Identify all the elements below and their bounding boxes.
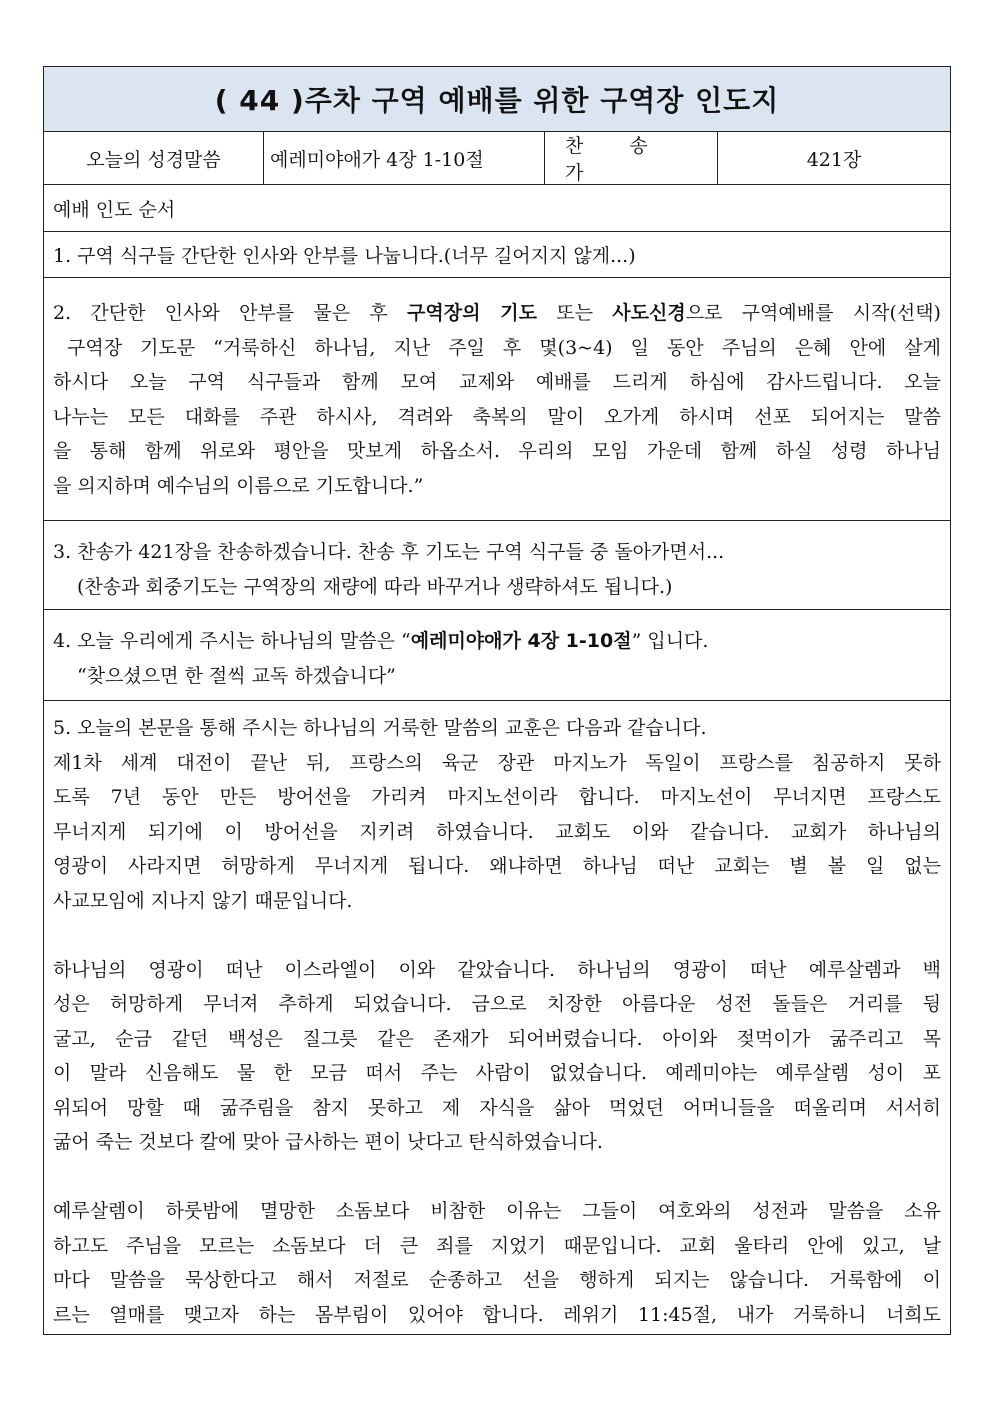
para-3-line: 르는 열매를 맺고자 하는 몸부림이 있어야 합니다. 레위기 11:45절, 내가 거룩하니 너희도 xyxy=(53,1303,941,1326)
scripture-label: 오늘의 성경말씀 xyxy=(44,132,264,184)
para-2-line: 굶어 죽는 것보다 칼에 맞아 급사하는 편이 낫다고 탄식하였습니다. xyxy=(53,1131,603,1153)
step-4 xyxy=(44,610,950,701)
step-5-intro: 5. 오늘의 본문을 통해 주시는 하나님의 거룩한 말씀의 교훈은 다음과 같습니다. xyxy=(53,717,707,739)
para-1-line: 제1차 세계 대전이 끝난 뒤, 프랑스의 육군 장관 마지노가 독일이 프랑스를 침공하지 못하 xyxy=(53,751,941,774)
step-4-line-2: “찾으셨으면 한 절씩 교독 하겠습니다” xyxy=(77,664,396,687)
step-2 xyxy=(44,278,950,521)
para-2-line: 굴고, 순금 같던 백성은 질그릇 같은 존재가 되어버렸습니다. 아이와 젖먹이가 굶주리고 목 xyxy=(53,1027,941,1050)
step-2-line: 구역장 기도문 “거룩하신 하나님, 지난 주일 후 몇(3~4) 일 동안 주님의 은혜 안에 살게 xyxy=(67,336,941,359)
step-2-bold-prayer: 구역장의 기도 xyxy=(407,302,538,324)
step-3-line-1: 3. 찬송가 421장을 찬송하겠습니다. 찬송 후 기도는 구역 식구들 중 돌아가면서... xyxy=(53,541,725,563)
step-2-line: 나누는 모든 대화를 주관 하시사, 격려와 축복의 말이 오가게 하시며 선포 되어지는 말씀 xyxy=(53,405,941,428)
para-1-line: 사교모임에 지나지 않기 때문입니다. xyxy=(53,889,353,912)
step-3-line-2: (찬송과 회중기도는 구역장의 재량에 따라 바꾸거나 생략하셔도 됩니다.) xyxy=(77,575,673,598)
para-1-line: 무너지게 되기에 이 방어선을 지키려 하였습니다. 교회도 이와 같습니다. 교회가 하나님의 xyxy=(53,820,941,843)
page-title: ( 44 )주차 구역 예배를 위한 구역장 인도지 xyxy=(44,67,950,132)
step-4-bold-scripture: 예레미야애가 4장 1-10절 xyxy=(410,630,632,652)
para-1-line: 도록 7년 동안 만든 방어선을 가리켜 마지노선이라 합니다. 마지노선이 무너지면 프랑스도 xyxy=(53,786,941,808)
order-heading: 예배 인도 순서 xyxy=(44,185,950,232)
step-2-line: 하시다 오늘 구역 식구들과 함께 모여 교제와 예배를 드리게 하심에 감사드립니다. 오늘 xyxy=(53,371,941,393)
para-3-line: 예루살렘이 하룻밤에 멸망한 소돔보다 비참한 이유는 그들이 여호와의 성전과 말씀을 소유 xyxy=(53,1200,941,1222)
step-5 xyxy=(44,701,950,1332)
para-2-line: 위되어 망할 때 굶주림을 참지 못하고 제 자식을 삶아 먹었던 어머니들을 떠올리며 서서히 xyxy=(53,1096,941,1119)
scripture-value: 예레미야애가 4장 1-10절 xyxy=(264,132,545,184)
step-2-line: 을 의지하며 예수님의 이름으로 기도합니다.” xyxy=(53,474,424,497)
para-2-line: 하나님의 영광이 떠난 이스라엘이 이와 같았습니다. 하나님의 영광이 떠난 예루살렘과 백 xyxy=(53,958,941,981)
para-2-line: 이 말라 신음해도 물 한 모금 떠서 주는 사람이 없었습니다. 예레미야는 예루살렘 성이 포 xyxy=(53,1062,941,1084)
step-2-line-1: 2. 간단한 인사와 안부를 물은 후 구역장의 기도 또는 사도신경으로 구역예배를 시작(선택) xyxy=(53,302,941,324)
para-2-line: 성은 허망하게 무너져 추하게 되었습니다. 금으로 치장한 아름다운 성전 돌들은 거리를 뒹 xyxy=(53,993,941,1015)
para-3-line: 마다 말씀을 묵상한다고 해서 저절로 순종하고 선을 행하게 되지는 않습니다. 거룩함에 이 xyxy=(53,1269,941,1291)
step-2-line: 을 통해 함께 위로와 평안을 맛보게 하옵소서. 우리의 모임 가운데 함께 하실 성령 하나님 xyxy=(53,440,941,462)
step-1: 1. 구역 식구들 간단한 인사와 안부를 나눕니다.(너무 길어지지 않게...) xyxy=(44,232,950,278)
step-4-line-1: 4. 오늘 우리에게 주시는 하나님의 말씀은 “예레미야애가 4장 1-10절” 입니다. xyxy=(53,630,709,652)
hymn-label: 찬 송 가 xyxy=(545,132,718,184)
worship-guide-sheet xyxy=(43,66,951,1335)
step-2-bold-creed: 사도신경 xyxy=(612,302,686,324)
hymn-value: 421장 xyxy=(806,148,862,171)
step-3 xyxy=(44,521,950,610)
para-1-line: 영광이 사라지면 허망하게 무너지게 됩니다. 왜냐하면 하나님 떠난 교회는 별 볼 일 없는 xyxy=(53,855,941,877)
info-row xyxy=(44,132,950,185)
para-3-line: 하고도 주님을 모르는 소돔보다 더 큰 죄를 지었기 때문입니다. 교회 울타리 안에 있고, 날 xyxy=(53,1234,941,1257)
